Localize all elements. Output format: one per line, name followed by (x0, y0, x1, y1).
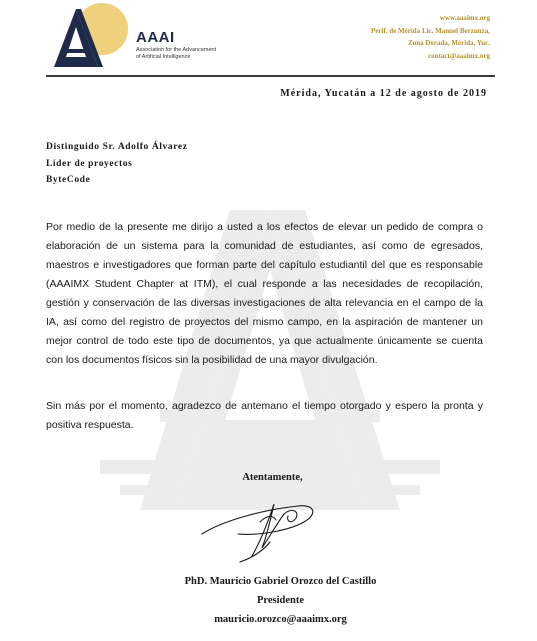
recipient-name: Distinguido Sr. Adolfo Álvarez (46, 142, 188, 152)
org-full-name-line2: of Artificial Intelligence (136, 53, 191, 60)
recipient-role: Líder de proyectos (46, 158, 133, 169)
org-logo-text (136, 30, 216, 60)
signer-name: PhD. Mauricio Gabriel Orozco del Castillo (184, 576, 377, 587)
signer-email-link[interactable]: mauricio.orozco@aaaimx.org (214, 614, 347, 625)
org-full-name-line1: Association for the Advancement (136, 47, 217, 53)
recipient-block (46, 139, 188, 189)
org-acronym: AAAI (136, 29, 175, 46)
address-line-2: Zona Dorada, Mérida, Yuc. (408, 39, 490, 47)
aaai-logo-icon (50, 3, 130, 67)
signer-title: Presidente (256, 595, 305, 606)
signature-image (200, 492, 320, 564)
signer-block (0, 572, 537, 629)
contact-block (371, 12, 490, 62)
recipient-company: ByteCode (46, 175, 91, 185)
closing-salutation (0, 472, 537, 483)
body-paragraph-request: Por medio de la presente me dirijo a usted a los efectos de elevar un pedido de compra o elaboración de un sistema para la comunidad de estudiantes, así como de egresados, maestros e investigadores que forman parte del capítulo estudiantil del que es responsable (AAAIMX Student Chapter at ITM), el cual responde a las necesidades de recopilación, gestión y conservación de las diversas investigaciones de alta relevancia en el campo de la IA, así como del registro de proyectos del mismo campo, en la aspiración de mantener un mejor control de todo este tipo de documentos, ya que actualmente únicamente se cuenta con los documentos físicos sin la posibilidad de una mayor divulgación. (46, 221, 483, 366)
body-paragraph-closing: Sin más por el momento, agradezco de antemano el tiempo otorgado y espero la pronta y positiva respuesta. (46, 400, 483, 431)
letter-date: Mérida, Yucatán a 12 de agosto de 2019 (280, 88, 487, 99)
contact-email-link[interactable]: contact@aaaimx.org (428, 51, 490, 60)
header-divider (46, 75, 495, 77)
closing-text: Atentamente, (242, 472, 303, 483)
address-line-1: Perif. de Mérida Lic. Manuel Berzunza, (371, 26, 490, 35)
website-link[interactable]: www.aaaimx.org (439, 14, 490, 22)
